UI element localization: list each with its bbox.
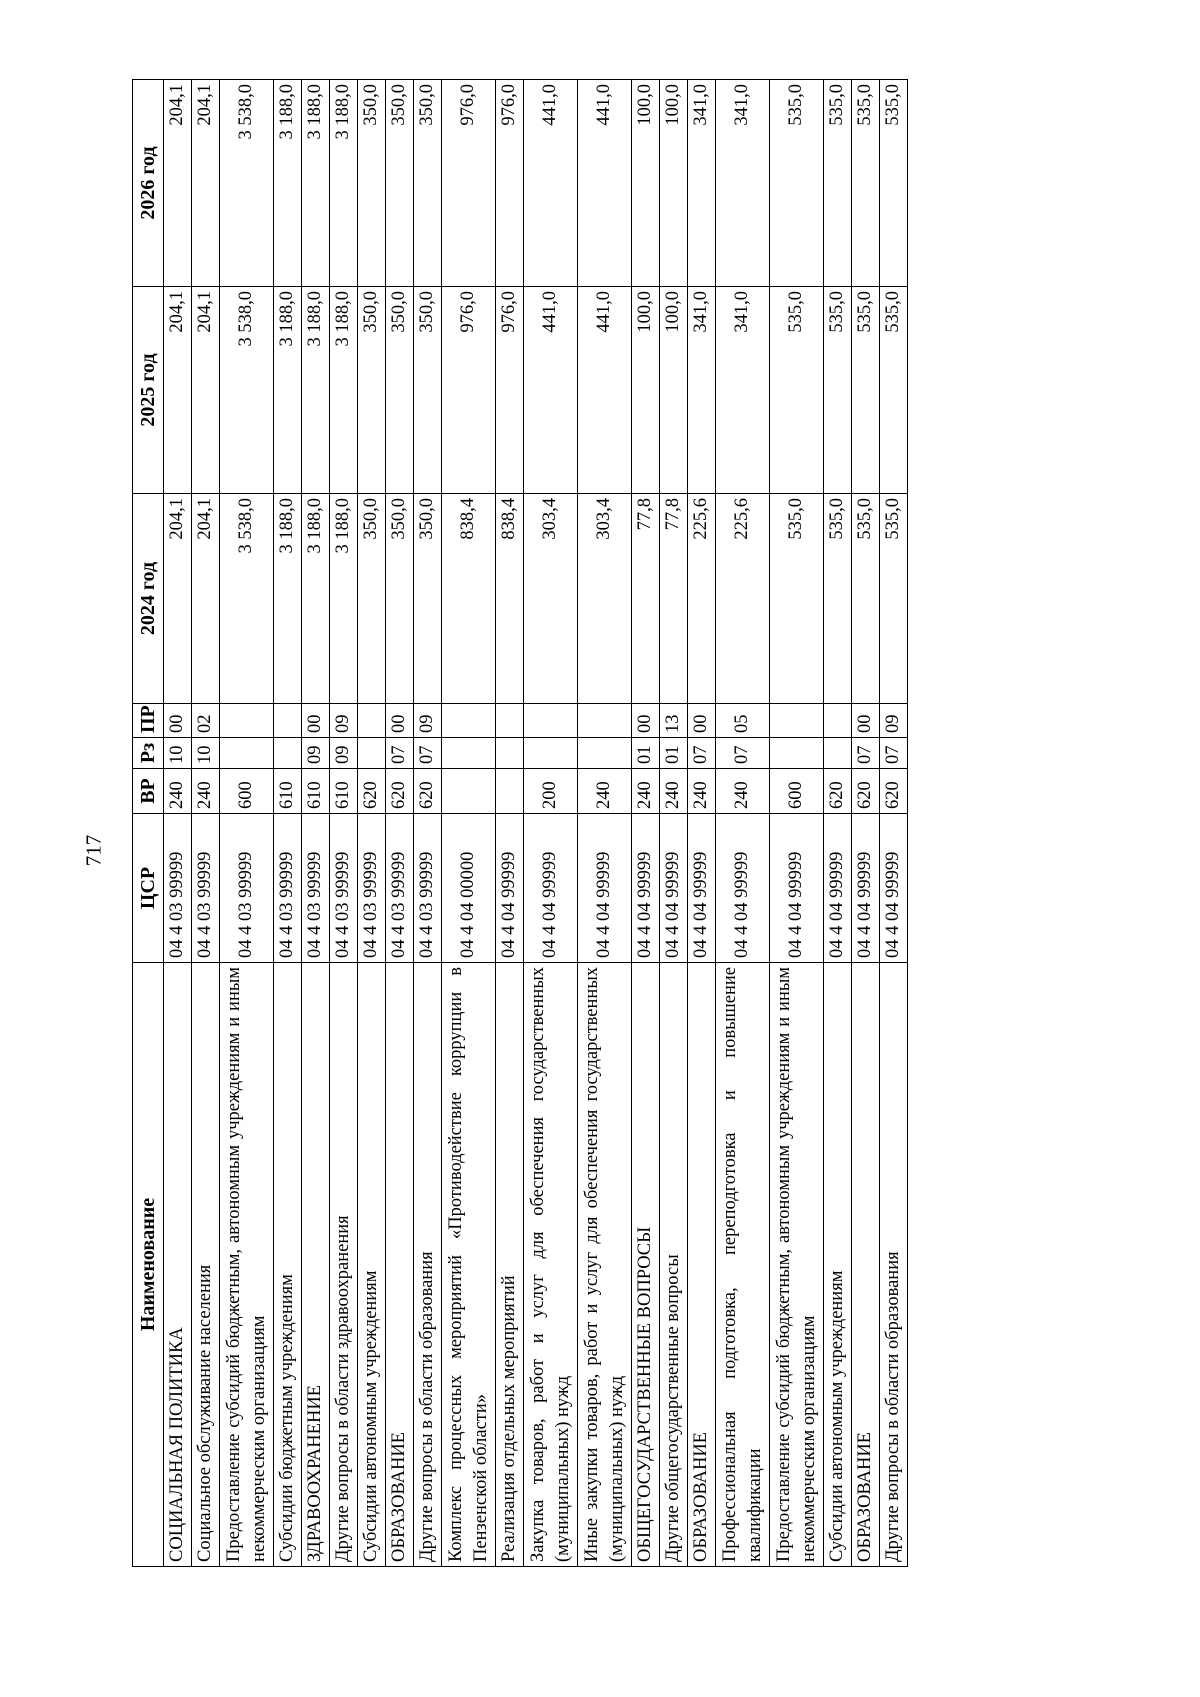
table-cell-2026: 204,1 [192, 80, 220, 287]
table-cell-csr: 04 4 04 99999 [524, 814, 578, 963]
table-cell-name: ЗДРАВООХРАНЕНИЕ [302, 963, 330, 1567]
table-cell-2025: 535,0 [770, 287, 824, 494]
table-cell-vr: 240 [688, 769, 716, 814]
table-row [414, 80, 442, 1567]
table-cell-name: Иные закупки товаров, работ и услуг для обеспечения государственных (муниципальных) нужд [578, 963, 632, 1567]
table-cell-2024: 204,1 [192, 494, 220, 704]
table-cell-2024: 77,8 [660, 494, 688, 704]
table-cell-vr: 620 [880, 769, 908, 814]
table-cell-vr: 240 [660, 769, 688, 814]
table-cell-2024: 535,0 [770, 494, 824, 704]
table-cell-2024: 77,8 [632, 494, 660, 704]
table-cell-name: Другие вопросы в области здравоохранения [330, 963, 358, 1567]
table-cell-name: Комплекс процессных мероприятий «Противодействие коррупции в Пензенской области» [442, 963, 496, 1567]
table-row [164, 80, 192, 1567]
table-cell-csr: 04 4 03 99999 [358, 814, 386, 963]
table-cell-csr: 04 4 04 99999 [852, 814, 880, 963]
table-header-row [133, 80, 164, 1567]
table-cell-2026: 350,0 [386, 80, 414, 287]
table-cell-csr: 04 4 03 99999 [330, 814, 358, 963]
table-cell-pr: 00 [164, 704, 192, 738]
table-cell-vr: 240 [164, 769, 192, 814]
table-cell-2025: 350,0 [386, 287, 414, 494]
table-cell-2026: 535,0 [852, 80, 880, 287]
table-cell-vr: 600 [770, 769, 824, 814]
table-cell-rz [770, 738, 824, 769]
table-cell-2025: 3 538,0 [220, 287, 274, 494]
column-header-2026: 2026 год [133, 80, 164, 287]
table-row [688, 80, 716, 1567]
table-cell-rz: 10 [192, 738, 220, 769]
table-cell-pr [358, 704, 386, 738]
table-cell-2024: 3 188,0 [302, 494, 330, 704]
table-cell-2025: 100,0 [632, 287, 660, 494]
table-cell-pr: 00 [386, 704, 414, 738]
table-cell-2025: 341,0 [688, 287, 716, 494]
table-cell-2025: 441,0 [524, 287, 578, 494]
table-cell-2025: 441,0 [578, 287, 632, 494]
table-cell-rz [274, 738, 302, 769]
table-cell-csr: 04 4 04 99999 [716, 814, 770, 963]
table-cell-2024: 303,4 [578, 494, 632, 704]
table-cell-csr: 04 4 04 99999 [578, 814, 632, 963]
table-cell-2025: 350,0 [358, 287, 386, 494]
table-cell-2024: 3 188,0 [274, 494, 302, 704]
table-cell-rz: 07 [880, 738, 908, 769]
table-cell-csr: 04 4 03 99999 [386, 814, 414, 963]
table-cell-csr: 04 4 04 00000 [442, 814, 496, 963]
table-row [632, 80, 660, 1567]
table-cell-2026: 441,0 [524, 80, 578, 287]
table-cell-2025: 535,0 [852, 287, 880, 494]
table-cell-vr [496, 769, 524, 814]
table-cell-rz: 07 [852, 738, 880, 769]
table-cell-name: ОБРАЗОВАНИЕ [688, 963, 716, 1567]
table-cell-2026: 204,1 [164, 80, 192, 287]
table-cell-csr: 04 4 04 99999 [688, 814, 716, 963]
table-cell-rz: 07 [716, 738, 770, 769]
column-header-2024: 2024 год [133, 494, 164, 704]
table-cell-vr: 620 [824, 769, 852, 814]
table-cell-name: Другие общегосударственные вопросы [660, 963, 688, 1567]
table-cell-2025: 976,0 [496, 287, 524, 494]
table-cell-vr: 240 [578, 769, 632, 814]
table-row [770, 80, 824, 1567]
table-cell-name: Субсидии автономным учреждениям [358, 963, 386, 1567]
table-cell-2026: 3 188,0 [302, 80, 330, 287]
table-cell-pr [496, 704, 524, 738]
table-cell-2026: 976,0 [496, 80, 524, 287]
table-cell-rz [496, 738, 524, 769]
table-cell-rz: 07 [414, 738, 442, 769]
table-cell-csr: 04 4 04 99999 [632, 814, 660, 963]
table-cell-vr: 240 [192, 769, 220, 814]
table-cell-2025: 204,1 [164, 287, 192, 494]
table-row [716, 80, 770, 1567]
rotated-table-container [132, 80, 938, 1567]
table-cell-2026: 350,0 [414, 80, 442, 287]
table-cell-2026: 3 188,0 [330, 80, 358, 287]
table-cell-pr [274, 704, 302, 738]
table-cell-pr: 00 [852, 704, 880, 738]
table-cell-2026: 441,0 [578, 80, 632, 287]
table-cell-pr: 00 [632, 704, 660, 738]
table-cell-2026: 341,0 [688, 80, 716, 287]
table-cell-2024: 350,0 [386, 494, 414, 704]
table-cell-vr: 620 [414, 769, 442, 814]
column-header-vr: ВР [133, 769, 164, 814]
table-cell-2025: 535,0 [880, 287, 908, 494]
table-cell-2025: 100,0 [660, 287, 688, 494]
table-cell-pr: 02 [192, 704, 220, 738]
table-cell-2024: 303,4 [524, 494, 578, 704]
table-cell-name: Субсидии бюджетным учреждениям [274, 963, 302, 1567]
table-cell-2024: 350,0 [358, 494, 386, 704]
table-cell-rz [824, 738, 852, 769]
table-row [880, 80, 908, 1567]
table-cell-csr: 04 4 03 99999 [164, 814, 192, 963]
table-cell-rz: 01 [632, 738, 660, 769]
table-cell-2025: 3 188,0 [330, 287, 358, 494]
table-cell-2026: 341,0 [716, 80, 770, 287]
table-cell-csr: 04 4 03 99999 [414, 814, 442, 963]
table-cell-csr: 04 4 03 99999 [302, 814, 330, 963]
table-cell-rz [524, 738, 578, 769]
table-cell-vr: 610 [274, 769, 302, 814]
table-cell-2024: 838,4 [496, 494, 524, 704]
table-cell-rz: 01 [660, 738, 688, 769]
table-cell-pr: 00 [302, 704, 330, 738]
table-cell-pr: 09 [330, 704, 358, 738]
table-cell-vr: 610 [330, 769, 358, 814]
table-cell-csr: 04 4 03 99999 [274, 814, 302, 963]
table-cell-2025: 3 188,0 [274, 287, 302, 494]
table-cell-2024: 3 188,0 [330, 494, 358, 704]
table-cell-rz [358, 738, 386, 769]
table-cell-name: Субсидии автономным учреждениям [824, 963, 852, 1567]
table-cell-2024: 225,6 [688, 494, 716, 704]
column-header-csr: ЦСР [133, 814, 164, 963]
table-row [660, 80, 688, 1567]
table-cell-name: Другие вопросы в области образования [880, 963, 908, 1567]
table-cell-vr: 610 [302, 769, 330, 814]
table-row [824, 80, 852, 1567]
table-cell-name: ОБЩЕГОСУДАРСТВЕННЫЕ ВОПРОСЫ [632, 963, 660, 1567]
table-cell-rz: 07 [386, 738, 414, 769]
table-cell-csr: 04 4 04 99999 [660, 814, 688, 963]
table-cell-rz: 10 [164, 738, 192, 769]
table-row [220, 80, 274, 1567]
table-cell-2026: 976,0 [442, 80, 496, 287]
table-cell-name: Профессиональная подготовка, переподготовка и повышение квалификации [716, 963, 770, 1567]
table-cell-2024: 535,0 [824, 494, 852, 704]
budget-table [132, 79, 908, 1567]
table-cell-name: Предоставление субсидий бюджетным, автономным учреждениям и иным некоммерческим организациям [770, 963, 824, 1567]
table-cell-csr: 04 4 03 99999 [192, 814, 220, 963]
table-cell-pr [524, 704, 578, 738]
table-cell-rz [578, 738, 632, 769]
table-cell-2026: 535,0 [824, 80, 852, 287]
table-row [442, 80, 496, 1567]
table-cell-vr: 200 [524, 769, 578, 814]
table-cell-2024: 838,4 [442, 494, 496, 704]
table-cell-name: Другие вопросы в области образования [414, 963, 442, 1567]
table-cell-name: Предоставление субсидий бюджетным, автономным учреждениям и иным некоммерческим организациям [220, 963, 274, 1567]
table-cell-csr: 04 4 04 99999 [770, 814, 824, 963]
table-row [302, 80, 330, 1567]
table-row [192, 80, 220, 1567]
table-cell-csr: 04 4 04 99999 [496, 814, 524, 963]
table-cell-vr: 620 [852, 769, 880, 814]
column-header-pr: ПР [133, 704, 164, 738]
table-cell-name: Реализация отдельных мероприятий [496, 963, 524, 1567]
table-cell-pr: 09 [414, 704, 442, 738]
table-cell-2025: 341,0 [716, 287, 770, 494]
table-cell-vr: 600 [220, 769, 274, 814]
table-cell-2024: 535,0 [852, 494, 880, 704]
table-cell-2026: 535,0 [770, 80, 824, 287]
table-cell-2024: 204,1 [164, 494, 192, 704]
table-cell-csr: 04 4 04 99999 [880, 814, 908, 963]
table-cell-vr: 240 [716, 769, 770, 814]
table-cell-name: ОБРАЗОВАНИЕ [386, 963, 414, 1567]
table-cell-vr [442, 769, 496, 814]
table-cell-pr: 09 [880, 704, 908, 738]
table-row [330, 80, 358, 1567]
table-cell-2024: 535,0 [880, 494, 908, 704]
table-cell-2026: 3 188,0 [274, 80, 302, 287]
table-cell-name: СОЦИАЛЬНАЯ ПОЛИТИКА [164, 963, 192, 1567]
table-cell-vr: 620 [386, 769, 414, 814]
table-cell-vr: 620 [358, 769, 386, 814]
table-cell-pr: 13 [660, 704, 688, 738]
table-row [274, 80, 302, 1567]
table-cell-rz: 07 [688, 738, 716, 769]
column-header-rz: Рз [133, 738, 164, 769]
table-cell-pr [442, 704, 496, 738]
table-cell-name: ОБРАЗОВАНИЕ [852, 963, 880, 1567]
table-cell-2026: 100,0 [660, 80, 688, 287]
column-header-2025: 2025 год [133, 287, 164, 494]
table-cell-pr [824, 704, 852, 738]
table-row [852, 80, 880, 1567]
table-cell-pr [770, 704, 824, 738]
table-row [496, 80, 524, 1567]
table-cell-2026: 3 538,0 [220, 80, 274, 287]
table-cell-2024: 225,6 [716, 494, 770, 704]
table-cell-csr: 04 4 04 99999 [824, 814, 852, 963]
table-cell-name: Социальное обслуживание населения [192, 963, 220, 1567]
table-cell-csr: 04 4 03 99999 [220, 814, 274, 963]
table-row [386, 80, 414, 1567]
table-cell-name: Закупка товаров, работ и услуг для обеспечения государственных (муниципальных) нужд [524, 963, 578, 1567]
column-header-name: Наименование [133, 963, 164, 1567]
table-row [524, 80, 578, 1567]
table-cell-2026: 535,0 [880, 80, 908, 287]
table-cell-rz: 09 [330, 738, 358, 769]
table-cell-pr [220, 704, 274, 738]
table-cell-pr: 05 [716, 704, 770, 738]
table-cell-2025: 3 188,0 [302, 287, 330, 494]
table-cell-2026: 100,0 [632, 80, 660, 287]
table-body [164, 80, 908, 1567]
table-cell-pr: 00 [688, 704, 716, 738]
table-cell-pr [578, 704, 632, 738]
table-cell-vr: 240 [632, 769, 660, 814]
table-cell-2024: 350,0 [414, 494, 442, 704]
table-cell-2025: 204,1 [192, 287, 220, 494]
table-cell-rz [442, 738, 496, 769]
table-cell-rz [220, 738, 274, 769]
table-cell-2025: 976,0 [442, 287, 496, 494]
table-cell-2024: 3 538,0 [220, 494, 274, 704]
table-row [578, 80, 632, 1567]
table-cell-2026: 350,0 [358, 80, 386, 287]
table-row [358, 80, 386, 1567]
table-cell-rz: 09 [302, 738, 330, 769]
table-cell-2025: 535,0 [824, 287, 852, 494]
table-cell-2025: 350,0 [414, 287, 442, 494]
page-number: 717 [81, 834, 106, 867]
